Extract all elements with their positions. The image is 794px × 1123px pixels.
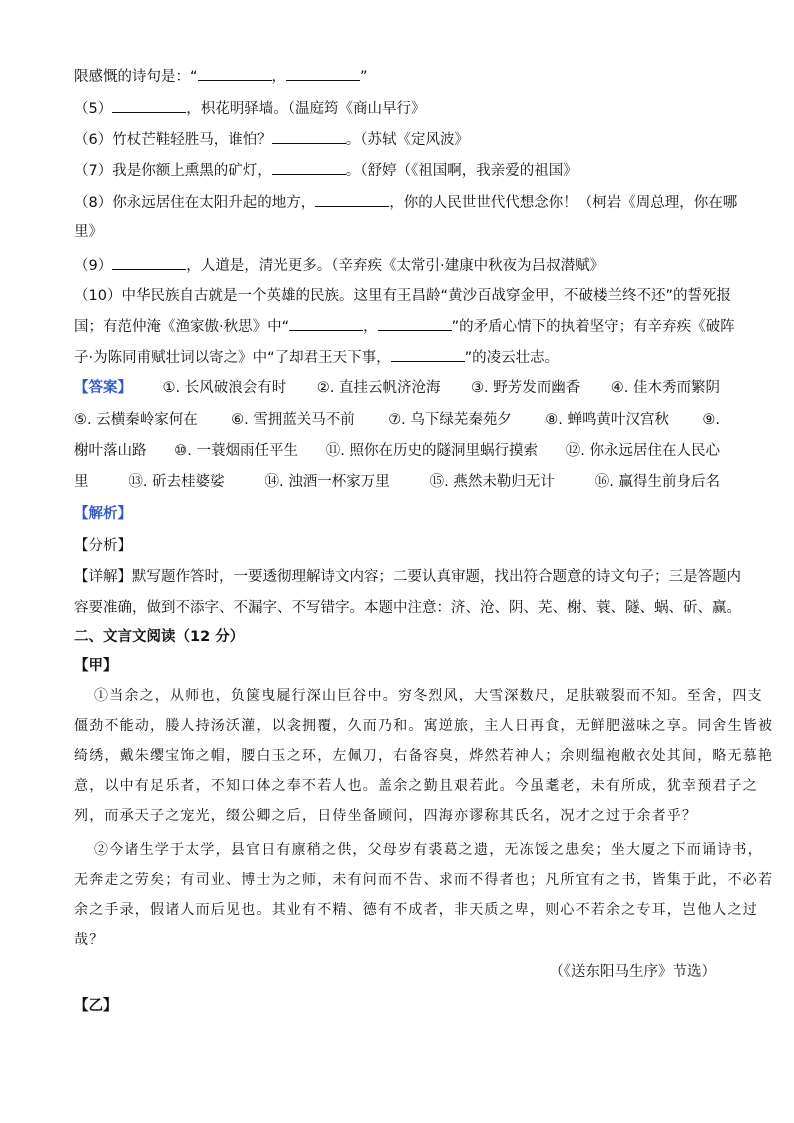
- passage-line: 无奔走之劳矣；有司业、博士为之师，未有问而不告、求而不得者也；凡所宜有之书，皆集于此，不必若: [74, 872, 774, 888]
- answer-blank: [391, 347, 465, 362]
- line-8-cont: 里》: [74, 224, 103, 240]
- line-8: [74, 192, 737, 213]
- passage-line: 僵劲不能动，媵人持汤沃灌，以衾拥覆，久而乃和。寓逆旅，主人日再食，无鲜肥滋味之享。同舍生皆被: [74, 718, 774, 734]
- answer-item: ⑧. 蝉鸣黄叶汉宫秋: [545, 412, 669, 428]
- text: （6）竹杖芒鞋轻胜马，谁怕？: [74, 132, 272, 148]
- answer-blank: [286, 66, 360, 81]
- line-9: [74, 255, 604, 276]
- passage-line: 绮绣，戴朱缨宝饰之帽，腰白玉之环，左佩刀，右备容臭，烨然若神人；余则缊袍敝衣处其间，略无慕艳: [74, 748, 774, 764]
- text: ，你的人民世世代代想念你！（柯岩《周总理，你在哪: [389, 195, 738, 211]
- passage-line: ②今诸生学于太学，县官日有廪稍之供，父母岁有裘葛之遗，无冻馁之患矣；坐大厦之下而诵诗书，: [94, 842, 763, 858]
- text: （8）你永远居住在太阳升起的地方，: [74, 195, 316, 211]
- answer-item: ①. 长风破浪会有时: [162, 380, 287, 396]
- answer-blank: [378, 316, 452, 331]
- text: ”的凌云壮志。: [464, 350, 560, 366]
- detail-line-1: 【详解】默写题作答时，一要透彻理解诗文内容；二要认真审题，找出符合题意的诗文句子；三是答题内: [74, 569, 741, 585]
- answer-blank: [272, 160, 346, 175]
- answer-item: ④. 佳木秀而繁阴: [610, 380, 720, 396]
- answer-item: 榭叶落山路: [74, 443, 147, 459]
- text: 。（苏轼《定风波》: [345, 132, 469, 148]
- text: ，: [363, 319, 378, 335]
- answer-item: ⑯. 赢得生前身后名: [594, 474, 720, 490]
- passage-line: 哉？: [74, 932, 105, 948]
- answer-blank: [315, 192, 389, 207]
- answer-item: ②. 直挂云帆济沧海: [316, 380, 441, 396]
- answer-row-2: [74, 410, 720, 430]
- line-5: [74, 98, 425, 119]
- line-10b: [74, 316, 735, 337]
- answer-item: ⑬. 斫去桂婆娑: [128, 474, 225, 490]
- passage-line: 意，以中有足乐者，不知口体之奉不若人也。盖余之勤且艰若此。今虽耄老，未有所成，犹幸预君子之: [74, 778, 758, 794]
- item-number: （9）: [74, 258, 113, 274]
- analysis-label: 【解析】: [74, 506, 132, 522]
- answer-item: ⑥. 雪拥蓝关马不前: [231, 412, 355, 428]
- text: ”的矛盾心情下的执着坚守；有辛弃疾《破阵: [451, 319, 735, 335]
- answer-item: ⑪. 照你在历史的隧洞里蜗行摸索: [325, 443, 538, 459]
- answer-row-4: [74, 472, 720, 492]
- answer-item: ⑨.: [702, 412, 720, 428]
- answer-item: ③. 野芳发而幽香: [471, 380, 581, 396]
- text: ，枳花明驿墙。（温庭筠《商山早行》: [186, 101, 426, 117]
- text: 。（舒婷（《祖国啊，我亲爱的祖国》: [345, 163, 578, 179]
- text: 限感慨的诗句是：“: [74, 69, 198, 85]
- passage-yi-label: 【乙】: [74, 998, 118, 1014]
- answer-row-1: [74, 378, 720, 398]
- line-10a: （10）中华民族自古就是一个英雄的民族。这里有王昌龄“黄沙百战穿金甲，不破楼兰终不还”的誓死报: [74, 288, 731, 304]
- answer-blank: [198, 66, 272, 81]
- fenxi-label: 【分析】: [74, 538, 132, 554]
- answer-item: ⑭. 浊酒一杯家万里: [264, 474, 390, 490]
- line-6: [74, 129, 469, 150]
- text: ”: [360, 69, 368, 85]
- passage-line: ①当余之，从师也，负箧曳屣行深山巨谷中。穷冬烈风，大雪深数尺，足肤皲裂而不知。至舍，四支: [94, 688, 763, 704]
- answer-blank: [112, 255, 186, 270]
- answer-item: ⑤. 云横秦岭家何在: [74, 412, 198, 428]
- passage-source: （《送东阳马生序》节选）: [549, 964, 716, 980]
- answer-row-3: [74, 441, 720, 461]
- text: ，人道是，清光更多。（辛弃疾《太常引·建康中秋夜为吕叔潜赋》: [186, 258, 605, 274]
- item-number: （5）: [74, 101, 113, 117]
- answer-item: ⑩. 一蓑烟雨任平生: [174, 443, 298, 459]
- text: ，: [271, 69, 287, 85]
- answer-blank: [289, 316, 363, 331]
- line-7: [74, 160, 578, 181]
- detail-line-2: 容要准确，做到不添字、不漏字、不写错字。本题中注意：济、沧、阴、芜、榭、蓑、隧、蜗、斫、赢。: [74, 600, 741, 616]
- answer-item: 里: [74, 474, 89, 490]
- passage-line: 列，而承天子之宠光，缀公卿之后，日侍坐备顾问，四海亦谬称其氏名，况才之过于余者乎？: [74, 808, 698, 824]
- answer-item: ⑫. 你永远居住在人民心: [565, 443, 720, 459]
- line-1: [74, 66, 368, 87]
- passage-line: 余之手录，假诸人而后见也。其业有不精、德有不成者，非天质之卑，则心不若余之专耳，岂他人之过: [74, 902, 758, 918]
- section-title: 二、文言文阅读（12 分）: [74, 629, 245, 645]
- answer-item: ⑦. 乌下绿芜秦苑夕: [388, 412, 512, 428]
- answer-blank: [112, 98, 186, 113]
- answer-blank: [272, 129, 346, 144]
- text: 国；有范仲淹《渔家傲·秋思》中“: [74, 319, 290, 335]
- answer-label: 【答案】: [74, 380, 132, 396]
- text: （7）我是你额上熏黑的矿灯，: [74, 163, 272, 179]
- text: 子·为陈同甫赋壮词以寄之》中“了却君王天下事，: [74, 350, 391, 366]
- answer-item: ⑮. 燕然未勒归无计: [429, 474, 555, 490]
- passage-jia-label: 【甲】: [74, 658, 118, 674]
- line-10c: [74, 347, 559, 368]
